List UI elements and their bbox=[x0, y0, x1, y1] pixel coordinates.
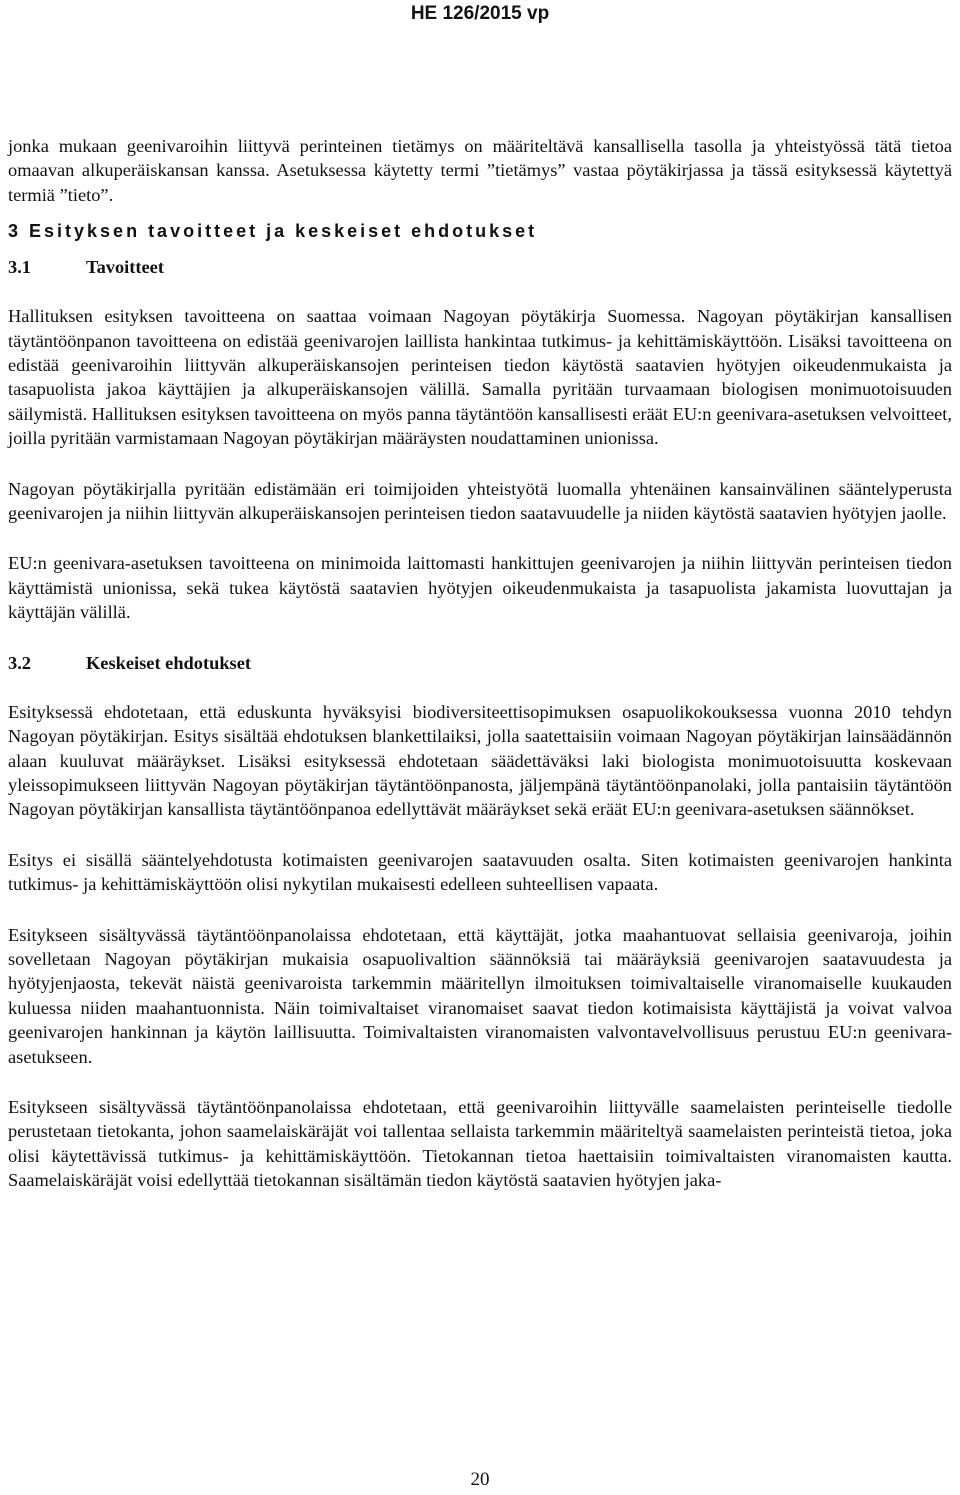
running-header: HE 126/2015 vp bbox=[410, 3, 550, 24]
paragraph: Nagoyan pöytäkirjalla pyritään edistämään eri toimijoiden yhteistyötä luomalla yhtenäinen kansainvälinen sääntelyperusta geenivarojen ja niihin liittyvän alkuperäiskansojen perinteisen tiedon saatavuudelle ja niiden käytöstä saatavien hyötyjen jaolle. bbox=[8, 478, 952, 524]
document-body bbox=[8, 134, 952, 1193]
paragraph: Hallituksen esityksen tavoitteena on saattaa voimaan Nagoyan pöytäkirja Suomessa. Nagoyan pöytäkirjan kansallisen täytäntöönpanon tavoitteena on edistää geenivarojen laillista hankintaa tutkimus- ja kehittämiskäyttöön. Lisäksi tavoitteena on edistää geenivaroihin liittyvän alkuperäiskansojen perinteisen tiedon käytöstä saatavien hyötyjen oikeudenmukaista ja tasapuolista jakoa käyttäjien ja alkuperäiskansojen välillä. Samalla pyritään turvaamaan biologisen monimuotoisuuden säilymistä. Hallituksen esityksen tavoitteena on myös panna täytäntöön kansallisesti eräät EU:n geenivara-asetuksen velvoitteet, joilla pyritään varmistamaan Nagoyan pöytäkirjan määräysten noudattaminen unionissa. bbox=[8, 306, 952, 449]
section-number: 3.1 bbox=[8, 257, 31, 278]
page-number: 20 bbox=[470, 1469, 490, 1490]
section-heading-3: 3 Esityksen tavoitteet ja keskeiset ehdotukset bbox=[8, 221, 538, 242]
paragraph: EU:n geenivara-asetuksen tavoitteena on minimoida laittomasti hankittujen geenivarojen ja niihin liittyvän perinteisen tiedon käyttämistä unionissa, sekä tukea käytöstä saatavien hyötyjen oikeudenmukaista ja tasapuolista jakamista luovuttajan ja käyttäjän välillä. bbox=[8, 553, 952, 623]
paragraph: Esitykseen sisältyvässä täytäntöönpanolaissa ehdotetaan, että käyttäjät, jotka maahantuovat sellaisia geenivaroja, joihin sovelletaan Nagoyan pöytäkirjan mukaisia osapuolivaltion säännöksiä tai määräyksiä geenivarojen saatavuudesta ja hyötyjenjaosta, tekevät näistä geenivaroista tarkemmin määritellyn ilmoituksen toimivaltaiselle viranomaiselle kuukauden kuluessa niiden maahantuonnista. Näin toimivaltaiset viranomaiset saavat tiedon kotimaisista käyttäjistä ja voivat valvoa geenivarojen hankinnan ja käytön laillisuutta. Toimivaltaisten viranomaisten valvontavelvollisuus perustuu EU:n geenivara-asetukseen. bbox=[8, 924, 952, 1067]
paragraph: Esitykseen sisältyvässä täytäntöönpanolaissa ehdotetaan, että geenivaroihin liittyvälle saamelaisten perinteiselle tiedolle perustetaan tietokanta, johon saamelaiskäräjät voi tallentaa sellaista tarkemmin määriteltyä saamelaisten perinteistä tietoa, joka olisi käytettävissä tutkimus- ja kehittämiskäyttöön. Tietokannan tietoa haettaisiin toimivaltaisten viranomaisten kautta. Saamelaiskäräjät voisi edellyttää tietokannan sisältämän tiedon käytöstä saatavien hyötyjen jaka- bbox=[8, 1096, 952, 1191]
paragraph: Esityksessä ehdotetaan, että eduskunta hyväksyisi biodiversiteettisopimuksen osapuolikokouksessa vuonna 2010 tehdyn Nagoyan pöytäkirjan. Esitys sisältää ehdotuksen blankettilaiksi, jolla saatettaisiin voimaan Nagoyan pöytäkirjan lainsäädännön alaan kuuluvat määräykset. Lisäksi esityksessä ehdotetaan säädettäväksi laki biologista monimuotoisuutta koskevaan yleissopimukseen liittyvän Nagoyan pöytäkirjan täytäntöönpanosta, jäljempänä täytäntöönpanolaki, jolla pantaisiin täytäntöön Nagoyan pöytäkirjan kansallista täytäntöönpanoa edellyttävät määräykset sekä eräät EU:n geenivara-asetuksen säännökset. bbox=[8, 701, 952, 820]
section-heading-3-2 bbox=[8, 651, 952, 675]
paragraph: Esitys ei sisällä sääntelyehdotusta kotimaisten geenivarojen saatavuuden osalta. Siten kotimaisten geenivarojen hankinta tutkimus- ja kehittämiskäyttöön olisi nykytilan mukaisesti edelleen suhteellisen vapaata. bbox=[8, 849, 952, 895]
section-heading-3-1 bbox=[8, 255, 952, 279]
section-title: Tavoitteet bbox=[86, 257, 164, 278]
section-number: 3.2 bbox=[8, 652, 31, 673]
intro-paragraph: jonka mukaan geenivaroihin liittyvä perinteinen tietämys on määriteltävä kansallisella tasolla ja yhteistyössä tätä tietoa omaavan alkuperäiskansan kanssa. Asetuksessa käytetty termi ”tietämys” vastaa pöytäkirjassa ja tässä esityksessä käytettyä termiä ”tieto”. bbox=[8, 136, 952, 205]
section-title: Keskeiset ehdotukset bbox=[86, 652, 252, 673]
